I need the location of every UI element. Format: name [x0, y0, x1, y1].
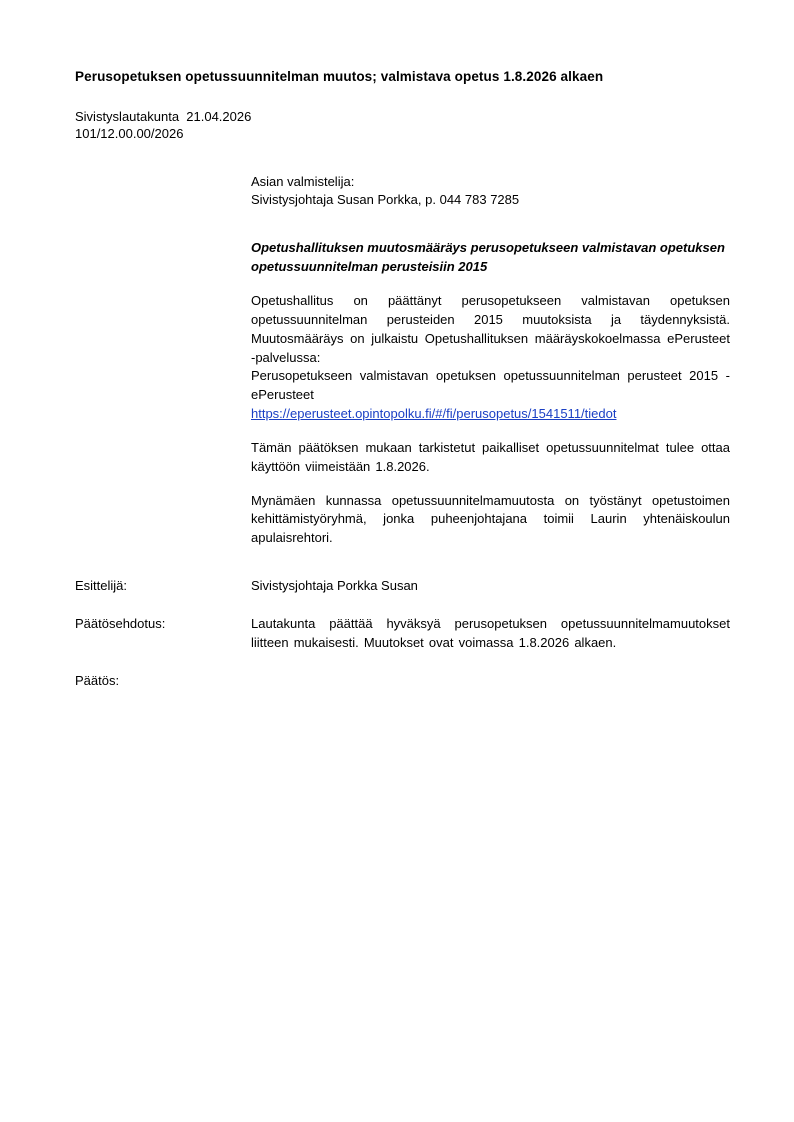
page-title: Perusopetuksen opetussuunnitelman muutos; valmistava opetus 1.8.2026 alkaen: [75, 69, 604, 84]
eperusteet-link[interactable]: https://eperusteet.opintopolku.fi/#/fi/perusopetus/1541511/tiedot: [251, 406, 617, 422]
decision-label: Päätös:: [75, 672, 120, 688]
preparer-value: Sivistysjohtaja Susan Porkka, p. 044 783 7285: [251, 192, 520, 208]
proposal-value: Lautakunta päättää hyväksyä perusopetuksen opetussuunnitelmamuutokset liitteen mukaisesti. Muutokset ovat voimassa 1.8.2026 alkaen.: [251, 615, 730, 650]
paragraph-2-row: [75, 439, 730, 492]
paragraph-2: Tämän päätöksen mukaan tarkistetut paikalliset opetussuunnitelmat tulee ottaa käyttöön viimeistään 1.8.2026.: [251, 439, 730, 474]
preparer-row: [75, 173, 730, 226]
section-subheading: Opetushallituksen muutosmääräys perusopetukseen valmistavan opetuksen opetussuunnitelman perusteisiin 2015: [251, 240, 725, 275]
eperusteet-link-wrapper: [251, 405, 730, 424]
subheading-row: [75, 239, 730, 292]
spacer-1: [75, 225, 730, 239]
spacer-4: [75, 653, 730, 672]
paragraph-3: Mynämäen kunnassa opetussuunnitelmamuutosta on työstänyt opetustoimen kehittämistyöryhmä, jonka puheenjohtajana toimii Laurin yhtenäiskoulun apulaisrehtori.: [251, 492, 730, 546]
document-meta: [75, 108, 730, 143]
presenter-label: Esittelijä:: [75, 578, 128, 594]
decision-row: [75, 672, 730, 691]
paragraph-1-continuation: Perusopetukseen valmistavan opetuksen opetussuunnitelman perusteet 2015 - ePerusteet: [251, 368, 730, 403]
proposal-row: [75, 615, 730, 653]
spacer-3: [75, 596, 730, 615]
meta-organ-date: Sivistyslautakunta 21.04.2026: [75, 108, 252, 124]
paragraph-1: Opetushallitus on päättänyt perusopetukseen valmistavan opetuksen opetussuunnitelman perusteiden 2015 muutoksista ja täydennyksistä. Muutosmääräys on julkaistu Opetushallituksen määräyskokoelmassa ePerusteet -palvelussa:: [251, 293, 730, 365]
proposal-label: Päätösehdotus:: [75, 615, 166, 631]
paragraph-3-row: [75, 492, 730, 564]
preparer-label: Asian valmistelija:: [251, 173, 355, 189]
presenter-row: [75, 577, 730, 596]
document-body: [75, 173, 730, 691]
presenter-value: Sivistysjohtaja Porkka Susan: [251, 578, 418, 594]
meta-diary-number: 101/12.00.00/2026: [75, 126, 184, 142]
paragraph-1-row: [75, 292, 730, 439]
spacer-2: [75, 563, 730, 577]
